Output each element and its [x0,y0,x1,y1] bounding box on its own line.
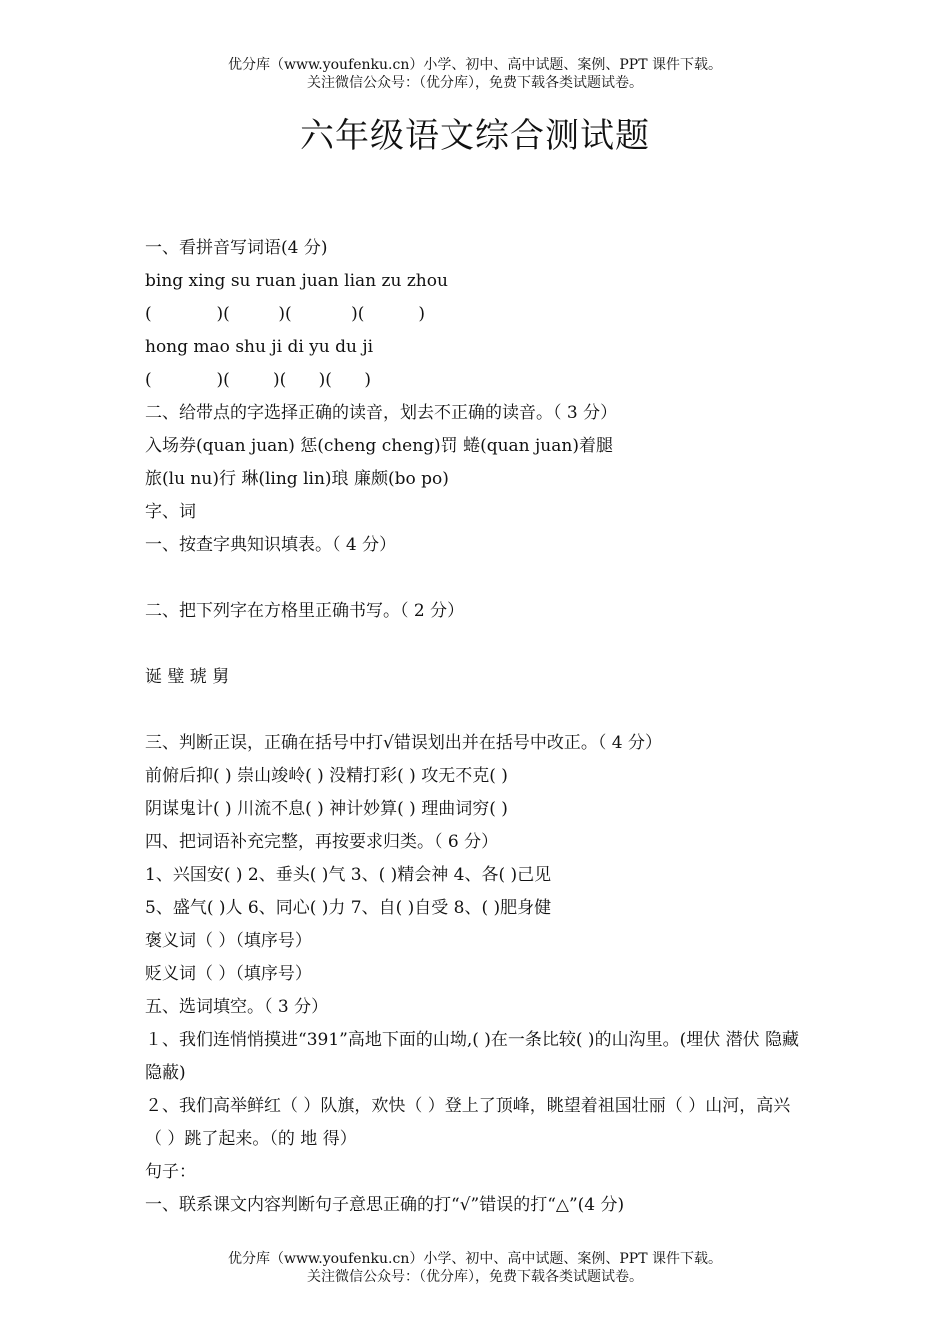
question-paragraph: １、我们连悄悄摸进“391”高地下面的山坳,( )在一条比较( )的山沟里。(埋伏 潜伏 隐藏 隐蔽) [145,1030,800,1083]
question-line: 前俯后抑( ) 崇山竣岭( ) 没精打彩( ) 攻无不克( ) [145,766,508,786]
blank-space [145,562,805,595]
question-paragraph: ２、我们高举鲜红（ ）队旗，欢快（ ）登上了顶峰，眺望着祖国壮丽（ ）山河，高兴（ ）跳了起来。（的 地 得） [145,1096,791,1149]
question-line: 阴谋鬼计( ) 川流不息( ) 神计妙算( ) 理曲词穷( ) [145,799,508,819]
section-heading: 五、选词填空。（ 3 分） [145,997,329,1017]
header-line-2: 关注微信公众号：（优分库），免费下载各类试题试卷。 [307,75,643,91]
question-line: 5、盛气( )人 6、同心( )力 7、自( )自受 8、( )肥身健 [145,898,552,918]
section-heading: 一、看拼音写词语(4 分) [145,238,328,258]
pinyin-line: bing xing su ruan juan lian zu zhou [145,271,448,291]
part-heading: 字、词 [145,502,196,522]
section-heading: 二、把下列字在方格里正确书写。（ 2 分） [145,601,465,621]
page-header [0,56,950,92]
question-line: 褒义词（ ）（填序号） [145,931,312,951]
answer-blanks: ( )( )( )( ) [145,304,426,324]
footer-line-1: 优分库（www.youfenku.cn）小学、初中、高中试题、案例、PPT 课件下载。 [227,1251,722,1267]
page-title: 六年级语文综合测试题 [300,116,650,156]
footer-line-2: 关注微信公众号：（优分库），免费下载各类试题试卷。 [307,1269,643,1285]
question-line: 1、兴国安( ) 2、垂头( )气 3、( )精会神 4、各( )己见 [145,865,552,885]
section-heading: 二、给带点的字选择正确的读音，划去不正确的读音。（ 3 分） [145,403,618,423]
section-heading: 一、联系课文内容判断句子意思正确的打“√”错误的打“△”(4 分) [145,1195,625,1215]
section-heading: 四、把词语补充完整，再按要求归类。（ 6 分） [145,832,499,852]
document-body [145,232,805,1222]
question-line: 入场券(quan juan) 惩(cheng cheng)罚 蜷(quan juan)着腿 [145,436,613,456]
blank-space [145,628,805,661]
part-heading: 句子： [145,1162,196,1182]
answer-blanks: ( )( )( )( ) [145,370,371,390]
section-heading: 一、按查字典知识填表。（ 4 分） [145,535,397,555]
page-footer [0,1250,950,1286]
question-line: 贬义词（ ）（填序号） [145,964,312,984]
header-line-1: 优分库（www.youfenku.cn）小学、初中、高中试题、案例、PPT 课件下载。 [227,57,722,73]
question-line: 旅(lu nu)行 琳(ling lin)琅 廉颇(bo po) [145,469,449,489]
characters-line: 诞 璧 琥 舅 [145,667,230,687]
blank-space [145,694,805,727]
section-heading: 三、判断正误，正确在括号中打√错误划出并在括号中改正。（ 4 分） [145,733,662,753]
pinyin-line: hong mao shu ji di yu du ji [145,337,374,357]
